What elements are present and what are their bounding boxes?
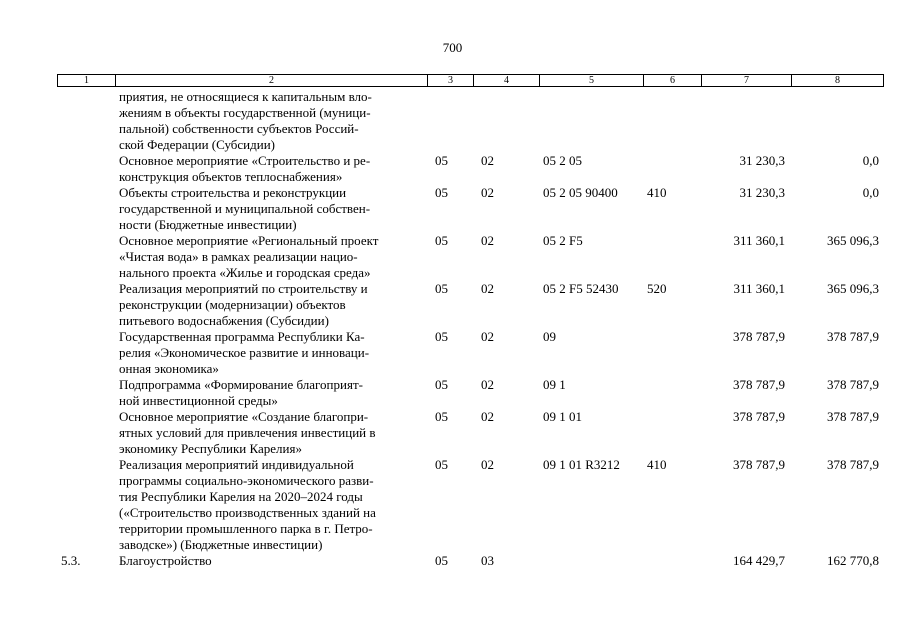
row-section-code: 05 bbox=[435, 185, 448, 200]
row-section-code bbox=[427, 89, 473, 153]
row-expense-type bbox=[643, 553, 701, 569]
row-amount-year-1: 378 787,9 bbox=[733, 377, 785, 392]
row-subsection-code: 02 bbox=[481, 153, 494, 168]
row-number bbox=[57, 457, 115, 553]
row-target-article: 09 1 01 R3212 bbox=[543, 457, 620, 472]
column-header-8: 8 bbox=[792, 75, 884, 87]
row-name-line: онная экономика» bbox=[119, 361, 219, 376]
row-name-line: Государственная программа Республики Ка- bbox=[119, 329, 365, 344]
row-section-code: 05 bbox=[435, 233, 448, 248]
table-row bbox=[57, 281, 883, 329]
row-name-line: территории промышленного парка в г. Петро- bbox=[119, 521, 373, 536]
row-subsection-code: 02 bbox=[481, 409, 494, 424]
row-name-line: ятных условий для привлечения инвестиций в bbox=[119, 425, 376, 440]
row-name bbox=[115, 233, 427, 281]
row-number bbox=[57, 89, 115, 153]
row-amount-year-2: 378 787,9 bbox=[827, 409, 879, 424]
row-subsection-code bbox=[473, 89, 539, 153]
row-name-line: приятия, не относящиеся к капитальным вло- bbox=[119, 89, 372, 104]
row-number bbox=[57, 233, 115, 281]
row-name-line: Объекты строительства и реконструкции bbox=[119, 185, 347, 200]
row-amount-year-1: 31 230,3 bbox=[739, 153, 785, 168]
row-name-line: Основное мероприятие «Строительство и ре- bbox=[119, 153, 371, 168]
row-name-line: Реализация мероприятий индивидуальной bbox=[119, 457, 354, 472]
row-subsection-code: 02 bbox=[481, 233, 494, 248]
row-number bbox=[57, 409, 115, 457]
row-section-code: 05 bbox=[435, 457, 448, 472]
row-name-line: релия «Экономическое развитие и инноваци- bbox=[119, 345, 370, 360]
column-header-2: 2 bbox=[116, 75, 428, 87]
page-number: 700 bbox=[442, 40, 463, 55]
table-row bbox=[57, 553, 883, 569]
row-name-line: реконструкции (модернизации) объектов bbox=[119, 297, 346, 312]
row-target-article bbox=[539, 553, 643, 569]
row-amount-year-1: 378 787,9 bbox=[733, 409, 785, 424]
row-amount-year-2: 378 787,9 bbox=[827, 329, 879, 344]
row-name-line: питьевого водоснабжения (Субсидии) bbox=[119, 313, 329, 328]
column-header-7: 7 bbox=[702, 75, 792, 87]
row-subsection-code: 02 bbox=[481, 457, 494, 472]
row-expense-type bbox=[643, 409, 701, 457]
row-amount-year-2: 365 096,3 bbox=[827, 233, 879, 248]
row-target-article: 05 2 F5 52430 bbox=[543, 281, 619, 296]
row-section-code: 05 bbox=[435, 553, 448, 568]
table-row bbox=[57, 153, 883, 185]
table-row bbox=[57, 409, 883, 457]
column-header-1: 1 bbox=[58, 75, 116, 87]
row-expense-type bbox=[643, 233, 701, 281]
row-name bbox=[115, 185, 427, 233]
row-subsection-code: 02 bbox=[481, 329, 494, 344]
row-target-article: 05 2 05 bbox=[543, 153, 582, 168]
row-section-code: 05 bbox=[435, 153, 448, 168]
row-number bbox=[57, 377, 115, 409]
row-name-line: тия Республики Карелия на 2020–2024 годы bbox=[119, 489, 363, 504]
row-expense-type bbox=[643, 329, 701, 377]
row-expense-type bbox=[643, 153, 701, 185]
row-amount-year-1: 164 429,7 bbox=[733, 553, 785, 568]
row-amount-year-2: 162 770,8 bbox=[827, 553, 879, 568]
row-amount-year-2 bbox=[791, 89, 883, 153]
row-name bbox=[115, 457, 427, 553]
row-amount-year-1: 311 360,1 bbox=[733, 233, 785, 248]
row-name bbox=[115, 89, 427, 153]
column-header-4: 4 bbox=[474, 75, 540, 87]
row-amount-year-2: 378 787,9 bbox=[827, 457, 879, 472]
row-target-article bbox=[539, 89, 643, 153]
column-header-3: 3 bbox=[428, 75, 474, 87]
row-number bbox=[57, 281, 115, 329]
row-name bbox=[115, 329, 427, 377]
row-name-line: жениям в объекты государственной (муници- bbox=[119, 105, 371, 120]
row-subsection-code: 02 bbox=[481, 185, 494, 200]
row-number bbox=[57, 153, 115, 185]
row-name-line: («Строительство производственных зданий на bbox=[119, 505, 376, 520]
row-expense-type: 410 bbox=[647, 457, 667, 472]
row-subsection-code: 02 bbox=[481, 281, 494, 296]
budget-table-body bbox=[57, 89, 883, 569]
row-section-code: 05 bbox=[435, 329, 448, 344]
row-name-line: экономику Республики Карелия» bbox=[119, 441, 302, 456]
table-row bbox=[57, 377, 883, 409]
row-name bbox=[115, 553, 427, 569]
row-amount-year-1 bbox=[701, 89, 791, 153]
row-target-article: 09 1 bbox=[543, 377, 566, 392]
row-amount-year-1: 378 787,9 bbox=[733, 329, 785, 344]
row-name-line: Подпрограмма «Формирование благоприят- bbox=[119, 377, 363, 392]
row-expense-type: 410 bbox=[647, 185, 667, 200]
row-name-line: ной инвестиционной среды» bbox=[119, 393, 278, 408]
row-name-line: Благоустройство bbox=[119, 553, 212, 568]
column-header-row bbox=[58, 75, 884, 87]
row-name bbox=[115, 281, 427, 329]
row-name-line: нального проекта «Жилье и городская среда» bbox=[119, 265, 371, 280]
row-name-line: программы социально-экономического разви- bbox=[119, 473, 374, 488]
row-amount-year-1: 378 787,9 bbox=[733, 457, 785, 472]
row-section-code: 05 bbox=[435, 377, 448, 392]
row-number bbox=[57, 185, 115, 233]
row-target-article: 09 bbox=[543, 329, 556, 344]
row-amount-year-2: 365 096,3 bbox=[827, 281, 879, 296]
row-name-line: «Чистая вода» в рамках реализации нацио- bbox=[119, 249, 358, 264]
row-name-line: Основное мероприятие «Создание благопри- bbox=[119, 409, 369, 424]
row-expense-type bbox=[643, 377, 701, 409]
row-name-line: Реализация мероприятий по строительству и bbox=[119, 281, 368, 296]
column-header-table bbox=[57, 74, 884, 87]
table-row bbox=[57, 89, 883, 153]
row-target-article: 05 2 05 90400 bbox=[543, 185, 618, 200]
row-expense-type: 520 bbox=[647, 281, 667, 296]
row-amount-year-2: 0,0 bbox=[862, 185, 879, 200]
row-amount-year-1: 311 360,1 bbox=[733, 281, 785, 296]
row-amount-year-1: 31 230,3 bbox=[739, 185, 785, 200]
row-subsection-code: 03 bbox=[481, 553, 494, 568]
row-name-line: Основное мероприятие «Региональный проект bbox=[119, 233, 379, 248]
row-name bbox=[115, 409, 427, 457]
table-row bbox=[57, 457, 883, 553]
table-row bbox=[57, 185, 883, 233]
column-header-5: 5 bbox=[540, 75, 644, 87]
row-amount-year-2: 0,0 bbox=[862, 153, 879, 168]
row-name-line: пальной) собственности субъектов Россий- bbox=[119, 121, 359, 136]
row-target-article: 09 1 01 bbox=[543, 409, 582, 424]
row-name-line: конструкция объектов теплоснабжения» bbox=[119, 169, 343, 184]
row-name-line: ской Федерации (Субсидии) bbox=[119, 137, 275, 152]
table-row bbox=[57, 233, 883, 281]
row-name bbox=[115, 377, 427, 409]
row-section-code: 05 bbox=[435, 281, 448, 296]
row-subsection-code: 02 bbox=[481, 377, 494, 392]
row-name-line: ности (Бюджетные инвестиции) bbox=[119, 217, 297, 232]
table-row bbox=[57, 329, 883, 377]
row-expense-type bbox=[643, 89, 701, 153]
row-amount-year-2: 378 787,9 bbox=[827, 377, 879, 392]
row-section-code: 05 bbox=[435, 409, 448, 424]
column-header-6: 6 bbox=[644, 75, 702, 87]
row-target-article: 05 2 F5 bbox=[543, 233, 583, 248]
row-number: 5.3. bbox=[61, 553, 81, 568]
row-name-line: заводске») (Бюджетные инвестиции) bbox=[119, 537, 323, 552]
row-name-line: государственной и муниципальной собствен- bbox=[119, 201, 371, 216]
row-number bbox=[57, 329, 115, 377]
row-name bbox=[115, 153, 427, 185]
